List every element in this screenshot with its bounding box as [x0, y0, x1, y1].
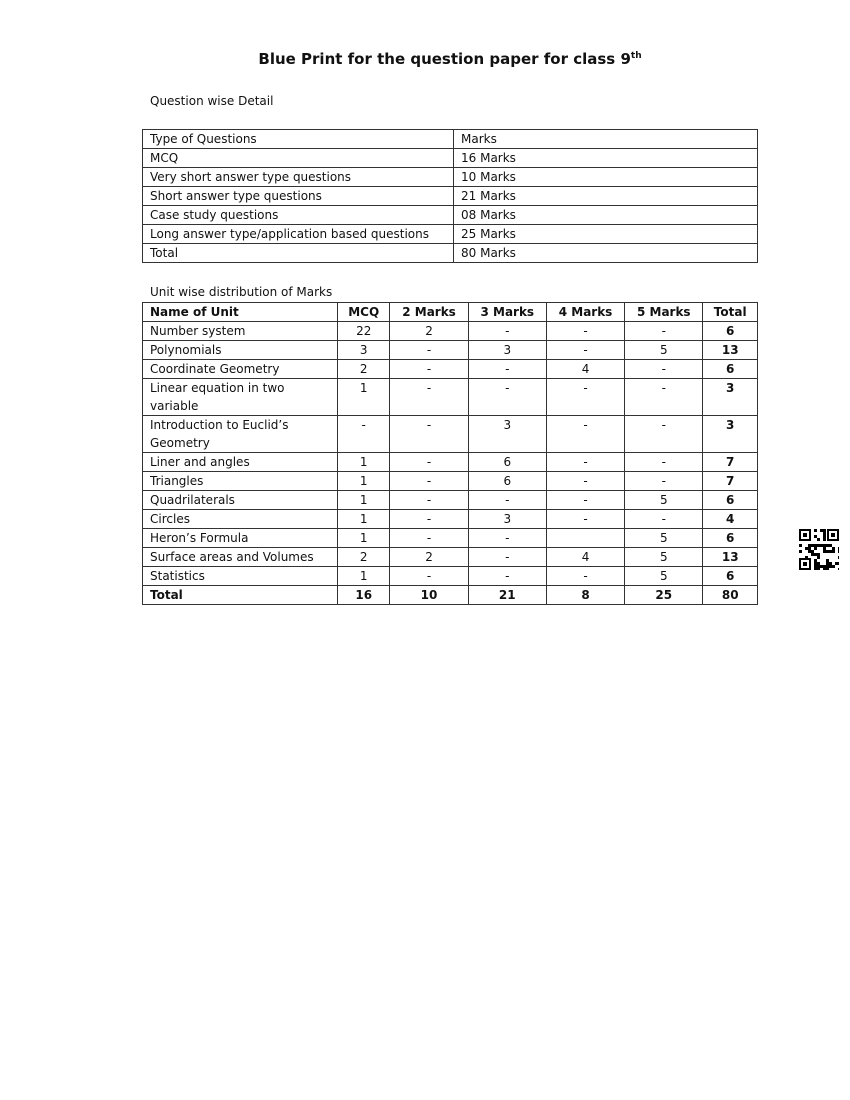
table-cell: Linear equation in two variable — [143, 379, 338, 416]
table-cell: 1 — [338, 379, 390, 416]
table-cell: - — [390, 453, 468, 472]
table-cell: Name of Unit — [143, 303, 338, 322]
table-cell: 6 — [703, 491, 758, 510]
table-cell: 8 — [546, 586, 624, 605]
qr-code-icon — [799, 529, 839, 570]
table-cell: 2 — [390, 548, 468, 567]
table-cell: - — [390, 472, 468, 491]
table-cell: - — [390, 379, 468, 416]
table-cell: Case study questions — [143, 206, 454, 225]
table-cell: 4 — [703, 510, 758, 529]
table-cell: 3 — [468, 510, 546, 529]
table-cell: - — [390, 491, 468, 510]
table-cell: Coordinate Geometry — [143, 360, 338, 379]
table-cell: 1 — [338, 453, 390, 472]
table-cell: 3 — [468, 416, 546, 453]
table-cell: 2 Marks — [390, 303, 468, 322]
table-cell: 1 — [338, 529, 390, 548]
table-cell: - — [546, 341, 624, 360]
table-cell: 22 — [338, 322, 390, 341]
table-cell: 4 — [546, 360, 624, 379]
table-cell: 6 — [468, 453, 546, 472]
table-cell: - — [546, 567, 624, 586]
page-title — [0, 50, 850, 68]
title-text: Blue Print for the question paper for class 9 — [258, 50, 631, 68]
table-cell: 5 — [625, 529, 703, 548]
table-cell: 13 — [703, 341, 758, 360]
table-cell: Total — [143, 244, 454, 263]
table-cell: 21 Marks — [454, 187, 758, 206]
table-cell: 2 — [338, 548, 390, 567]
table-cell: 16 Marks — [454, 149, 758, 168]
table-cell: - — [546, 379, 624, 416]
table-cell: - — [625, 379, 703, 416]
unit-wise-table — [142, 302, 758, 605]
table-cell: - — [390, 360, 468, 379]
table-cell: 6 — [703, 360, 758, 379]
table-header-row — [143, 303, 758, 322]
table-cell: Surface areas and Volumes — [143, 548, 338, 567]
table-cell: - — [546, 322, 624, 341]
table-cell: Heron’s Formula — [143, 529, 338, 548]
table-cell: 5 — [625, 341, 703, 360]
table-cell: 5 Marks — [625, 303, 703, 322]
table-cell: - — [338, 416, 390, 453]
table-cell: 4 Marks — [546, 303, 624, 322]
table-cell: 5 — [625, 548, 703, 567]
table-cell: 5 — [625, 491, 703, 510]
table-cell: MCQ — [143, 149, 454, 168]
table-cell: 3 — [703, 416, 758, 453]
table-cell: - — [625, 453, 703, 472]
table-cell: - — [468, 529, 546, 548]
table-cell: 10 Marks — [454, 168, 758, 187]
table-cell: 16 — [338, 586, 390, 605]
table-cell: - — [468, 548, 546, 567]
table-cell: 3 — [703, 379, 758, 416]
table-cell: 4 — [546, 548, 624, 567]
table-cell: - — [625, 360, 703, 379]
table-cell: Total — [703, 303, 758, 322]
table-header-row — [143, 130, 758, 149]
table-row — [143, 472, 758, 491]
table-cell: 7 — [703, 453, 758, 472]
table-cell: - — [546, 472, 624, 491]
table-row — [143, 416, 758, 453]
table-cell: 25 Marks — [454, 225, 758, 244]
table-row — [143, 341, 758, 360]
table-cell: Statistics — [143, 567, 338, 586]
table-cell: - — [468, 360, 546, 379]
table-cell: - — [468, 379, 546, 416]
table-cell: 80 — [703, 586, 758, 605]
table-cell: 6 — [703, 322, 758, 341]
table-cell: - — [468, 491, 546, 510]
table-cell: - — [390, 341, 468, 360]
section2-label: Unit wise distribution of Marks — [150, 285, 333, 299]
table-cell: 21 — [468, 586, 546, 605]
table-cell: 80 Marks — [454, 244, 758, 263]
table-cell: Number system — [143, 322, 338, 341]
table-cell: Marks — [454, 130, 758, 149]
table-total-row — [143, 586, 758, 605]
table-cell: 3 — [468, 341, 546, 360]
table-cell: - — [546, 491, 624, 510]
table-row — [143, 149, 758, 168]
table-row — [143, 360, 758, 379]
table-cell: 10 — [390, 586, 468, 605]
table-cell: Short answer type questions — [143, 187, 454, 206]
question-wise-table — [142, 129, 758, 263]
table-cell: Circles — [143, 510, 338, 529]
table-cell: 1 — [338, 510, 390, 529]
table-cell: Quadrilaterals — [143, 491, 338, 510]
table-row — [143, 168, 758, 187]
table-cell: 2 — [390, 322, 468, 341]
table-cell: Long answer type/application based questions — [143, 225, 454, 244]
table-row — [143, 206, 758, 225]
table-row — [143, 322, 758, 341]
table-row — [143, 567, 758, 586]
table-cell: 1 — [338, 491, 390, 510]
table-cell: - — [546, 510, 624, 529]
table-row — [143, 529, 758, 548]
table-cell: - — [625, 322, 703, 341]
table-cell: - — [390, 510, 468, 529]
table-row — [143, 453, 758, 472]
table-cell: 08 Marks — [454, 206, 758, 225]
table-cell: 3 Marks — [468, 303, 546, 322]
table-cell: - — [390, 416, 468, 453]
table-cell: - — [546, 416, 624, 453]
table-cell: 3 — [338, 341, 390, 360]
title-superscript: th — [630, 51, 642, 61]
table-cell: Introduction to Euclid’s Geometry — [143, 416, 338, 453]
table-cell: Triangles — [143, 472, 338, 491]
table-cell: 6 — [703, 567, 758, 586]
table-cell: 5 — [625, 567, 703, 586]
table-cell: 6 — [703, 529, 758, 548]
table-cell: 1 — [338, 472, 390, 491]
table-cell: MCQ — [338, 303, 390, 322]
table-cell: Very short answer type questions — [143, 168, 454, 187]
table-cell: - — [390, 567, 468, 586]
table-cell: Total — [143, 586, 338, 605]
table-cell: Liner and angles — [143, 453, 338, 472]
table-row — [143, 225, 758, 244]
table-cell: 6 — [468, 472, 546, 491]
table-cell: 1 — [338, 567, 390, 586]
table-cell: Type of Questions — [143, 130, 454, 149]
table-cell: - — [546, 453, 624, 472]
table-cell: - — [625, 472, 703, 491]
table-cell: - — [468, 322, 546, 341]
table-cell — [546, 529, 624, 548]
table-cell: 25 — [625, 586, 703, 605]
table-row — [143, 510, 758, 529]
table-row — [143, 187, 758, 206]
table-row — [143, 244, 758, 263]
table-cell: - — [625, 416, 703, 453]
table-cell: - — [390, 529, 468, 548]
table-cell: - — [468, 567, 546, 586]
table-row — [143, 379, 758, 416]
table-cell: 2 — [338, 360, 390, 379]
table-cell: 7 — [703, 472, 758, 491]
table-cell: - — [625, 510, 703, 529]
table-cell: Polynomials — [143, 341, 338, 360]
section1-label: Question wise Detail — [150, 94, 274, 108]
table-cell: 13 — [703, 548, 758, 567]
table-row — [143, 491, 758, 510]
table-row — [143, 548, 758, 567]
